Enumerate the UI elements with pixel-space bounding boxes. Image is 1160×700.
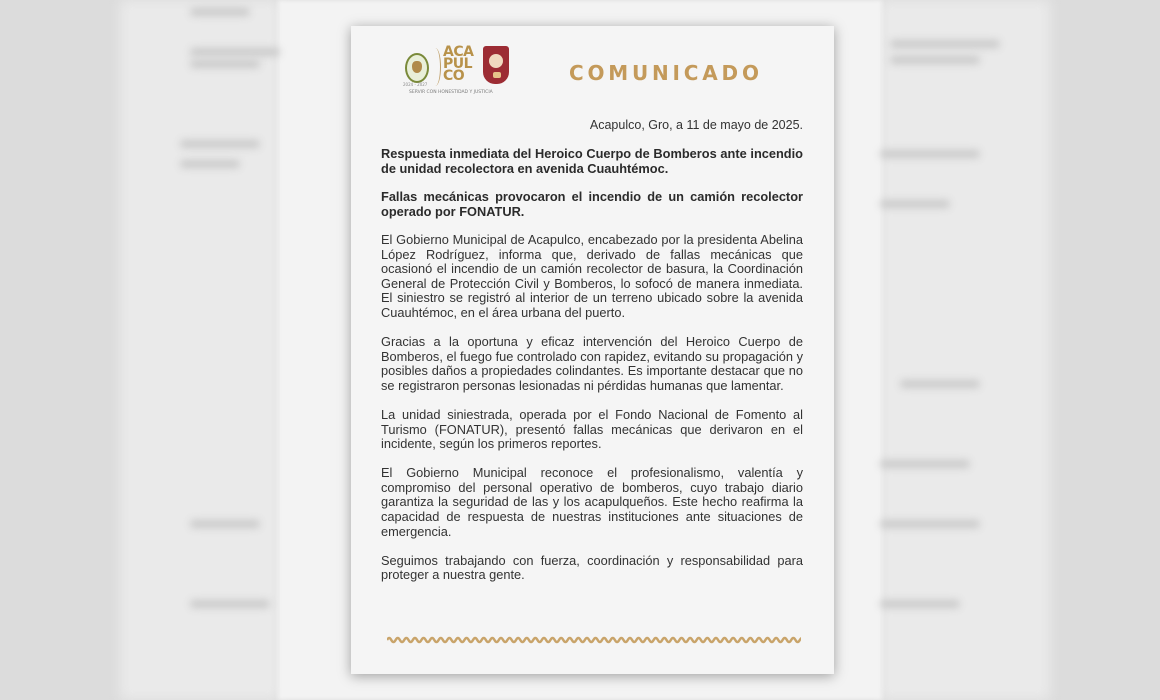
acapulco-logo-text: ACA PUL CO bbox=[443, 44, 474, 84]
background-blur-line bbox=[890, 56, 980, 64]
logo-motto: SERVIR CON HONESTIDAD Y JUSTICIA bbox=[409, 90, 493, 95]
background-side-left bbox=[120, 0, 280, 700]
background-blur-line bbox=[900, 380, 980, 388]
background-blur-line bbox=[190, 600, 270, 608]
background-blur-line bbox=[190, 520, 260, 528]
acapulco-shield-icon bbox=[483, 46, 509, 84]
document-title: COMUNICADO bbox=[569, 61, 763, 85]
background-blur-line bbox=[180, 140, 260, 148]
background-blur-line bbox=[880, 600, 960, 608]
background-blur-line bbox=[880, 150, 980, 158]
background-blur-line bbox=[180, 160, 240, 168]
municipal-seal-icon bbox=[405, 53, 429, 83]
logo-divider bbox=[430, 48, 441, 86]
body-paragraph: El Gobierno Municipal reconoce el profesionalismo, valentía y compromiso del personal operativo de bomberos, cuyo trabajo diario garantiza la seguridad de las y los acapulqueños. Este hecho reafirma la capacidad de respuesta de nuestras instituciones ante situaciones de emergencia. bbox=[381, 465, 803, 539]
background-blur-line bbox=[880, 200, 950, 208]
body-paragraph: Seguimos trabajando con fuerza, coordinación y responsabilidad para proteger a nuestra gente. bbox=[381, 552, 803, 583]
press-release-document bbox=[351, 26, 834, 674]
headline-primary: Respuesta inmediata del Heroico Cuerpo de Bomberos ante incendio de unidad recolectora en avenida Cuauhtémoc. bbox=[381, 146, 803, 176]
logo-group bbox=[403, 44, 513, 98]
background-blur-line bbox=[190, 60, 260, 68]
decorative-wave-border bbox=[387, 635, 801, 645]
headline-secondary: Fallas mecánicas provocaron el incendio de un camión recolector operado por FONATUR. bbox=[381, 189, 803, 219]
background-blur-line bbox=[890, 40, 1000, 48]
body-paragraph: La unidad siniestrada, operada por el Fondo Nacional de Fomento al Turismo (FONATUR), presentó fallas mecánicas que derivaron en el incidente, según los primeros reportes. bbox=[381, 406, 803, 452]
background-blur-line bbox=[190, 48, 280, 56]
background-blur-line bbox=[190, 8, 250, 16]
document-header bbox=[381, 26, 803, 114]
background-blur-line bbox=[880, 460, 970, 468]
body-paragraph: El Gobierno Municipal de Acapulco, encabezado por la presidenta Abelina López Rodríguez, informa que, derivado de fallas mecánicas que ocasionó el incendio de un camión recolector de basura, la Coordinación General de Protección Civil y Bomberos, lo sofocó de manera inmediata. El siniestro se registró al interior de un terreno ubicado sobre la avenida Cuauhtémoc, en el área urbana del puerto. bbox=[381, 232, 803, 320]
body-paragraph: Gracias a la oportuna y eficaz intervención del Heroico Cuerpo de Bomberos, el fuego fue controlado con rapidez, evitando su propagación y posibles daños a propiedades colindantes. Es importante destacar que no se registraron personas lesionadas ni pérdidas humanas que lamentar. bbox=[381, 334, 803, 393]
document-date: Acapulco, Gro, a 11 de mayo de 2025. bbox=[589, 118, 803, 132]
background-blur-line bbox=[880, 520, 980, 528]
logo-years: 2024 - 2027 bbox=[403, 82, 428, 87]
background-side-right bbox=[880, 0, 1050, 700]
